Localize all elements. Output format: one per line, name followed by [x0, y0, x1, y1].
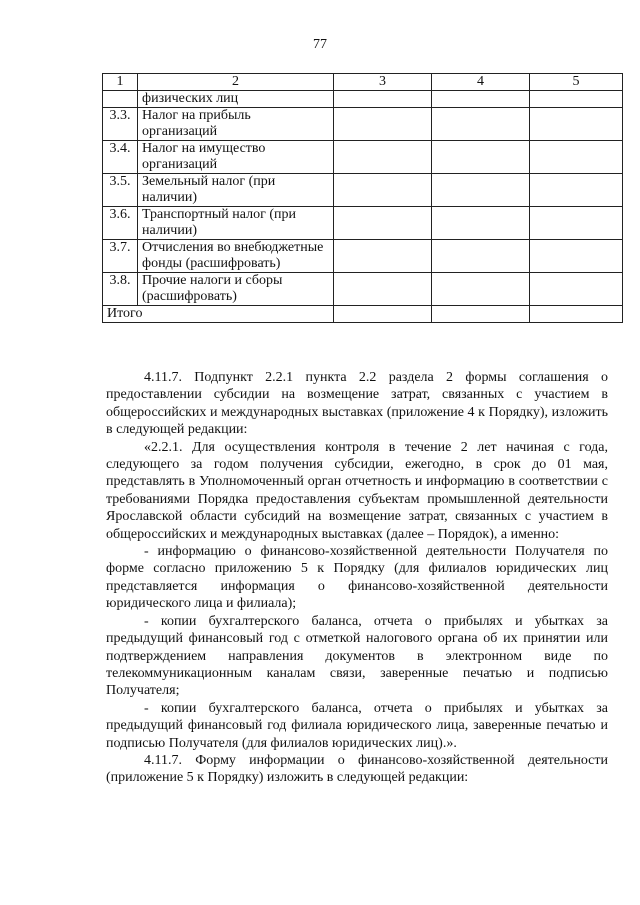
row-name: Земельный налог (при наличии)	[138, 174, 334, 207]
header-cell: 4	[432, 74, 530, 91]
empty-cell	[530, 174, 623, 207]
row-name: физических лиц	[138, 91, 334, 108]
row-name: Транспортный налог (при наличии)	[138, 207, 334, 240]
row-name: Прочие налоги и сборы (расшифровать)	[138, 273, 334, 306]
empty-cell	[334, 108, 432, 141]
body-text	[106, 369, 608, 787]
empty-cell	[432, 240, 530, 273]
row-number: 3.7.	[103, 240, 138, 273]
row-number: 3.4.	[103, 141, 138, 174]
empty-cell	[432, 207, 530, 240]
empty-cell	[530, 273, 623, 306]
header-cell: 2	[138, 74, 334, 91]
table-row	[103, 207, 623, 240]
row-number: 3.8.	[103, 273, 138, 306]
table-row	[103, 141, 623, 174]
header-cell: 3	[334, 74, 432, 91]
header-cell: 5	[530, 74, 623, 91]
row-name: Налог на имущество организаций	[138, 141, 334, 174]
total-label: Итого	[103, 306, 334, 323]
empty-cell	[334, 91, 432, 108]
empty-cell	[334, 306, 432, 323]
row-number: 3.3.	[103, 108, 138, 141]
row-number: 3.6.	[103, 207, 138, 240]
table-row	[103, 174, 623, 207]
table-header-row	[103, 74, 623, 91]
empty-cell	[530, 240, 623, 273]
table-row	[103, 273, 623, 306]
row-name: Налог на прибыль организаций	[138, 108, 334, 141]
header-cell: 1	[103, 74, 138, 91]
empty-cell	[530, 108, 623, 141]
table-total-row	[103, 306, 623, 323]
empty-cell	[530, 141, 623, 174]
finance-table	[102, 73, 623, 323]
empty-cell	[334, 141, 432, 174]
empty-cell	[530, 306, 623, 323]
page-number: 77	[313, 37, 327, 52]
empty-cell	[530, 207, 623, 240]
empty-cell	[432, 174, 530, 207]
empty-cell	[334, 174, 432, 207]
paragraph: «2.2.1. Для осуществления контроля в течение 2 лет начиная с года, следующего за годом получения субсидии, ежегодно, в срок до 01 мая, представлять в Уполномоченный орган отчетность и информацию в соответствии с требованиями Порядка предоставления субъектам промышленной деятельности Ярославской области субсидий на возмещение затрат, связанных с участием в общероссийских и международных выставках (далее – Порядок), а именно:	[106, 439, 608, 542]
paragraph: - информацию о финансово-хозяйственной деятельности Получателя по форме согласно приложению 5 к Порядку (для филиалов юридических лиц представляется информация о финансово-хозяйственной деятельности юридического лица и филиала);	[106, 544, 608, 612]
paragraph: 4.11.7. Подпункт 2.2.1 пункта 2.2 раздела 2 формы соглашения о предоставлении субсидии на возмещение затрат, связанных с участием в общероссийских и международных выставках (приложение 4 к Порядку), изложить в следующей редакции:	[106, 370, 608, 438]
table-row	[103, 240, 623, 273]
empty-cell	[432, 108, 530, 141]
empty-cell	[432, 306, 530, 323]
empty-cell	[334, 240, 432, 273]
row-number: 3.5.	[103, 174, 138, 207]
empty-cell	[432, 91, 530, 108]
table-row	[103, 91, 623, 108]
row-number	[103, 91, 138, 108]
empty-cell	[432, 273, 530, 306]
paragraph: - копии бухгалтерского баланса, отчета о прибылях и убытках за предыдущий финансовый год с отметкой налогового органа об их принятии или подтверждением направления документов в электронном виде по телекоммуникационным каналам связи, заверенные печатью и подписью Получателя;	[106, 613, 608, 699]
empty-cell	[334, 273, 432, 306]
row-name: Отчисления во внебюджетные фонды (расшифровать)	[138, 240, 334, 273]
empty-cell	[530, 91, 623, 108]
paragraph: - копии бухгалтерского баланса, отчета о прибылях и убытках за предыдущий финансовый год филиала юридического лица, заверенные печатью и подписью Получателя (для филиалов юридических лиц).».	[106, 700, 608, 751]
table-row	[103, 108, 623, 141]
empty-cell	[334, 207, 432, 240]
paragraph: 4.11.7. Форму информации о финансово-хозяйственной деятельности (приложение 5 к Порядку) изложить в следующей редакции:	[106, 752, 608, 786]
empty-cell	[432, 141, 530, 174]
